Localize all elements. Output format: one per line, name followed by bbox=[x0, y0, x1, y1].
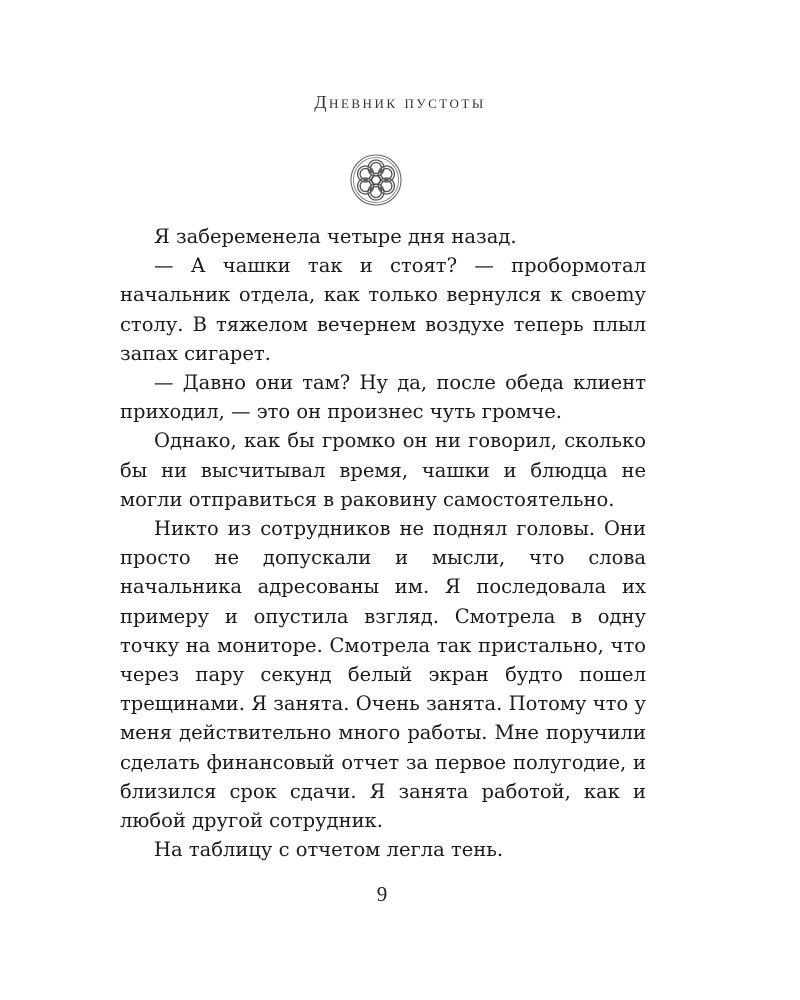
running-head: Дневник пустоты bbox=[314, 92, 486, 112]
paragraph: Я забеременела четыре дня назад. bbox=[154, 225, 517, 248]
paragraph: — А чашки так и стоят? — пробормотал начальник отдела, как только вернулся к своеmу столу. В тяжелом вечернем воздухе теперь плыл запах сигарет. bbox=[120, 254, 646, 365]
paragraph: Однако, как бы громко он ни говорил, сколько бы ни высчитывал время, чашки и блюдца не могли отправиться в раковину самостоятельно. bbox=[120, 429, 646, 511]
paragraph: — Давно они там? Ну да, после обеда клиент приходил, — это он произнес чуть громче. bbox=[120, 371, 646, 424]
knot-ornament-icon bbox=[346, 152, 406, 208]
page-number: 9 bbox=[376, 882, 388, 906]
paragraph: Никто из сотрудников не поднял головы. Они просто не допускали и мысли, что слова начальника адресованы им. Я последовала их примеру и опустила взгляд. Смотрела в одну точку на мониторе. Смотрела так пристально, что через пару секунд белый экран будто пошел трещинами. Я занята. Очень занята. Потому что у меня действительно много работы. Мне поручили сделать финансовый отчет за первое полугодие, и близился срок сдачи. Я занята работой, как и любой другой сотрудник. bbox=[120, 517, 646, 833]
paragraph: На таблицу с отчетом легла тень. bbox=[154, 838, 504, 862]
body-text bbox=[120, 222, 646, 864]
